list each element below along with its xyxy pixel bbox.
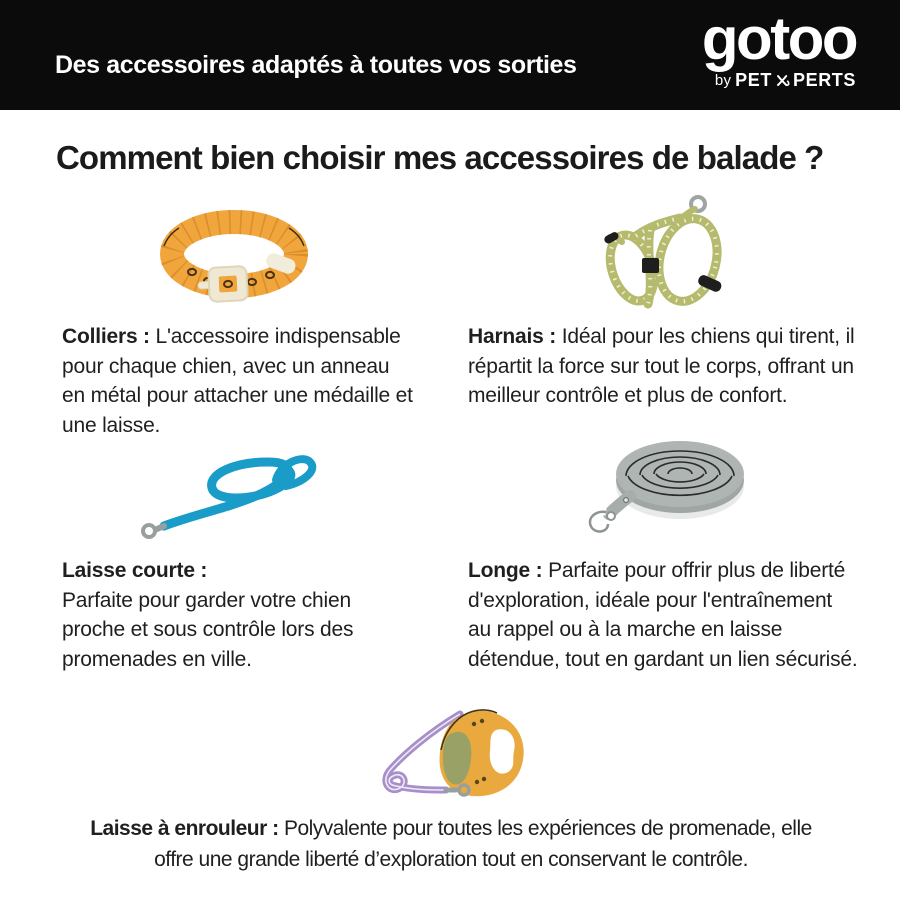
- logo-pet: PET: [735, 70, 772, 90]
- item-body: Idéal pour les chiens qui tirent, il répartit la force sur tout le corps, offrant un meilleur contrôle et plus de confort.: [468, 325, 855, 407]
- petxperts-x-icon: [775, 73, 790, 88]
- brand-logo: [701, 5, 856, 91]
- item-title: Longe :: [468, 559, 549, 582]
- header-title: Des accessoires adaptés à toutes vos sorties: [55, 51, 577, 79]
- item-body: Polyvalente pour toutes les expériences de promenade, elle offre une grande liberté d’exploration tout en conservant le contrôle.: [154, 817, 812, 871]
- item-body: Parfaite pour offrir plus de liberté d'exploration, idéale pour l'entraînement au rappel ou à la marche en laisse détendue, tout en gardant un lien sécurisé.: [468, 559, 858, 671]
- logo-by: by: [714, 72, 732, 89]
- harness-illustration: [592, 184, 732, 312]
- item-harnais: [468, 322, 866, 411]
- item-title: Harnais :: [468, 325, 562, 348]
- header-bar: [0, 0, 900, 110]
- item-laisse-courte: [62, 556, 414, 674]
- logo-perts: PERTS: [792, 70, 856, 90]
- short-leash-illustration: [126, 442, 324, 542]
- item-colliers: [62, 322, 414, 440]
- page-title: Comment bien choisir mes accessoires de balade ?: [56, 139, 824, 176]
- item-longe: [468, 556, 860, 674]
- logo-gotoo: gotoo: [701, 5, 856, 72]
- retractable-leash-illustration: [356, 692, 560, 802]
- item-body: Parfaite pour garder votre chien proche et sous contrôle lors des promenades en ville.: [62, 588, 354, 671]
- long-line-illustration: [582, 430, 754, 542]
- collar-illustration: [148, 198, 320, 306]
- logo-byline: [702, 70, 856, 91]
- item-title: Laisse à enrouleur :: [90, 817, 284, 840]
- item-title: Colliers :: [62, 325, 156, 348]
- item-laisse-enrouleur: [70, 813, 832, 875]
- item-title: Laisse courte :: [62, 559, 208, 582]
- item-body: L'accessoire indispensable pour chaque chien, avec un anneau en métal pour attacher une médaille et une laisse.: [62, 325, 413, 437]
